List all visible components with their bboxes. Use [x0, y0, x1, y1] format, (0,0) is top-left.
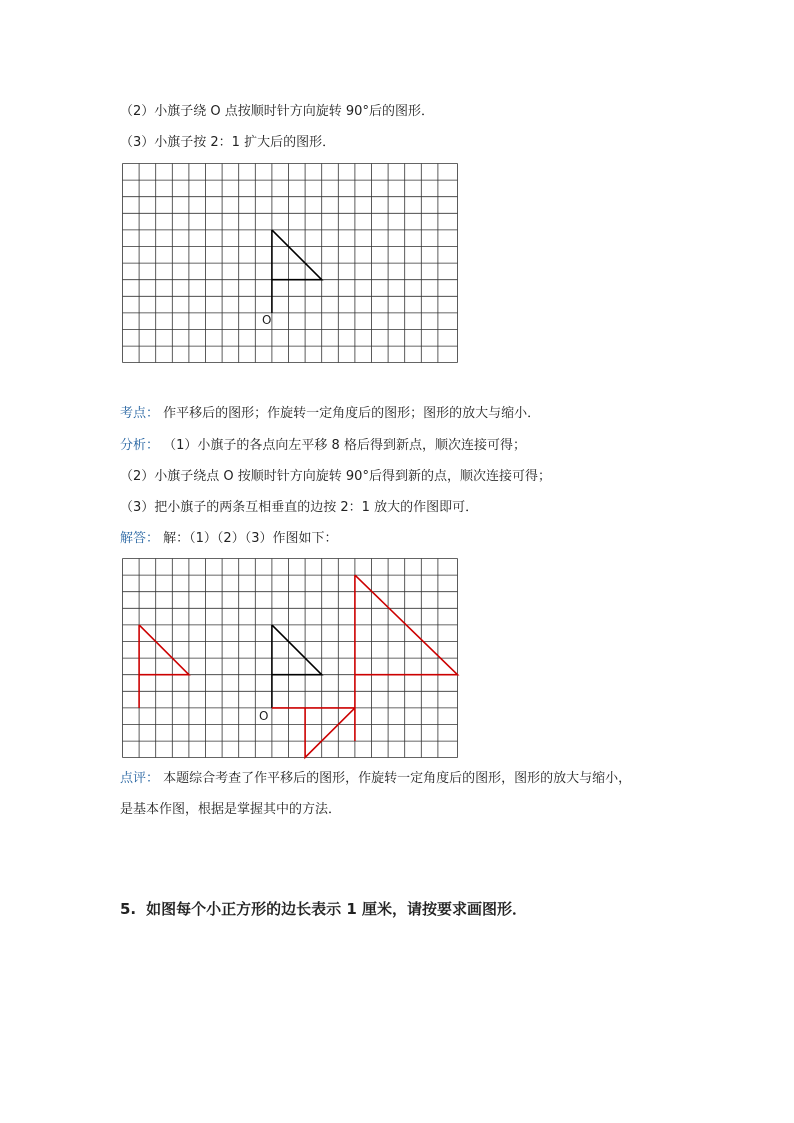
origin-label: O [262, 313, 272, 327]
original-flag [272, 625, 322, 708]
problem-5-number: 5. [120, 900, 137, 918]
grid-figure-1 [120, 162, 460, 365]
dianping-text: 本题综合考查了作平移后的图形，作旋转一定角度后的图形，图形的放大与缩小， [163, 771, 632, 786]
fenxi-line [120, 437, 526, 455]
fenxi-label: 分析： [120, 438, 160, 453]
problem-5-title [120, 898, 527, 919]
kaodian-text: 作平移后的图形；作旋转一定角度后的图形；图形的放大与缩小． [163, 406, 541, 421]
fenxi-line-3: （3）把小旗子的两条互相垂直的边按 2：1 放大的作图即可． [120, 500, 479, 515]
question-3-text: （3）小旗子按 2：1 扩大后的图形． [120, 135, 336, 150]
original-flag [272, 230, 322, 313]
dianping-label: 点评： [120, 771, 160, 786]
dianping-line-2: 是基本作图，根据是掌握其中的方法． [120, 802, 342, 817]
problem-5-text: 如图每个小正方形的边长表示 1 厘米，请按要求画图形． [146, 900, 528, 918]
grid-figure-2 [120, 557, 460, 760]
jieda-line [120, 530, 337, 548]
dianping-line [120, 770, 631, 788]
origin-label-2: O [259, 709, 269, 723]
grid-lines [123, 164, 458, 363]
question-2-text: （2）小旗子绕 O 点按顺时针方向旋转 90°后的图形． [120, 104, 434, 119]
translated-flag [139, 625, 189, 708]
kaodian-line [120, 405, 540, 423]
fenxi-line-2: （2）小旗子绕点 O 按顺时针方向旋转 90°后得到新的点，顺次连接可得； [120, 469, 551, 484]
jieda-label: 解答： [120, 531, 160, 546]
rotated-flag [272, 708, 355, 758]
jieda-text: 解：（1）（2）（3）作图如下： [163, 531, 338, 546]
kaodian-label: 考点： [120, 406, 160, 421]
fenxi-text: （1）小旗子的各点向左平移 8 格后得到新点，顺次连接可得； [163, 438, 526, 453]
